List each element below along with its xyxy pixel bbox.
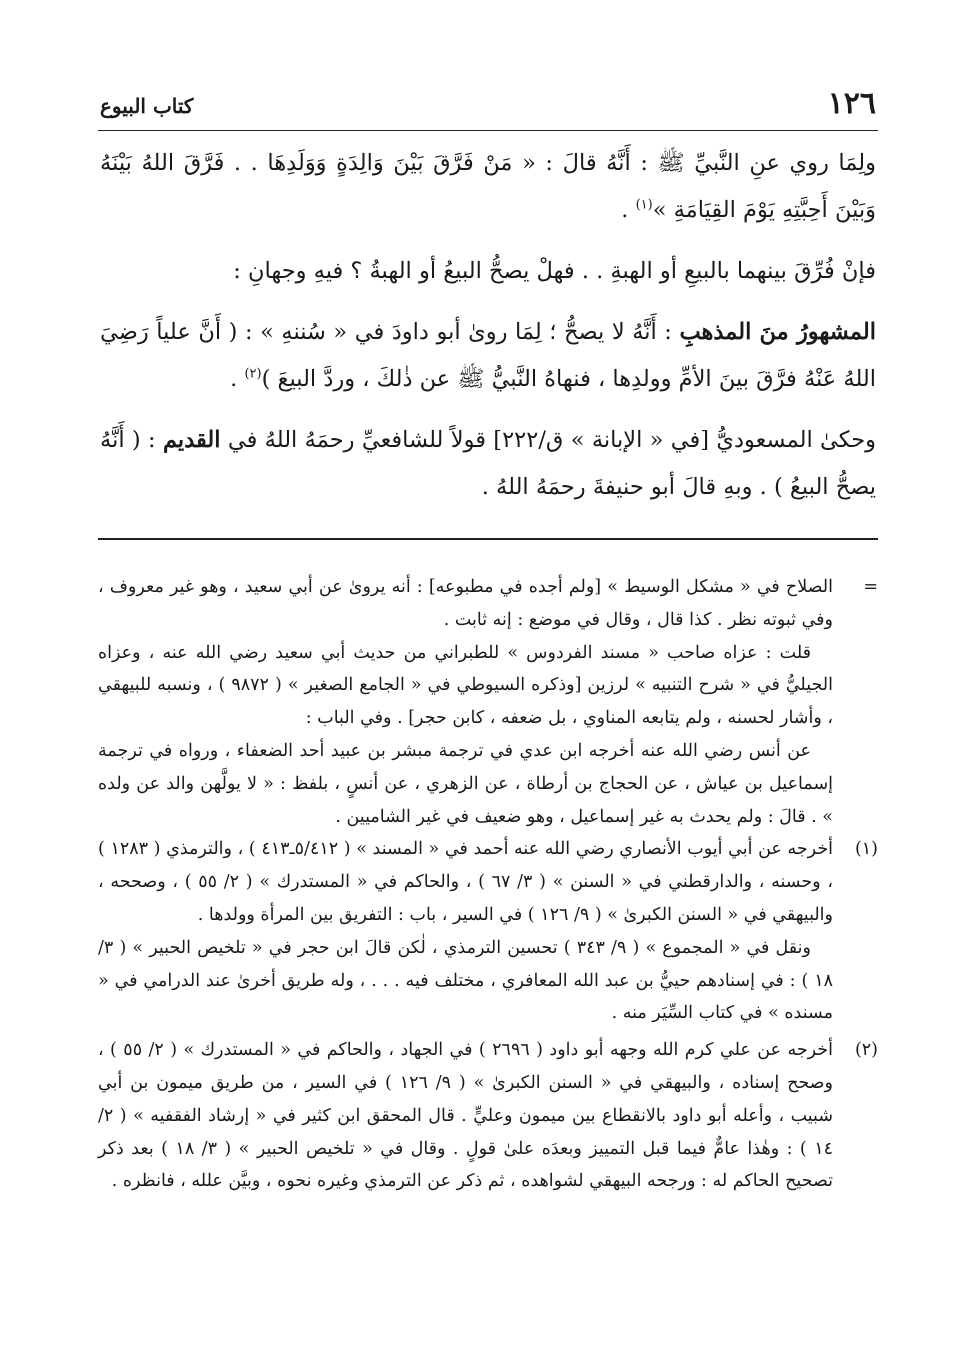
page-header [98,84,878,131]
paragraph-4-bold: القديم [162,427,221,453]
footnote-1 [98,833,878,1030]
footnotes [98,571,878,1198]
footnote-cont-line-3: عن أنس رضي الله عنه أخرجه ابن عدي في ترجمة مبشر بن عبيد أحد الضعفاء ، ورواه في ترجمة إسماعيل بن عياش ، عن الحجاج بن أرطاة ، عن الزهري ، عن أنسٍ ، بلفظ : « لا يولَّهن والد عن ولده » . قالَ : ولم يحدث به غير إسماعيل ، وهو ضعيف في غير الشاميين . [98,740,833,827]
footnote-continuation [98,571,878,833]
page-number: ١٢٦ [827,86,876,121]
footnote-cont-line-2: قلت : عزاه صاحب « مسند الفردوس » للطبراني من حديث أبي سعيد رضي الله عنه ، وعزاه الجيليُّ في « شرح التنبيه » لرزين [وذكره السيوطي في « الجامع الصغير » ( ٩٨٧٢ ) ، ونسبه للبيهقي ، وأشار لحسنه ، ولم يتابعه المناوي ، بل ضعفه ، كابن حجر] . وفي الباب : [98,642,833,729]
footnote-1-mark: (١) [854,839,878,860]
paragraph-1 [100,140,876,234]
paragraph-4-text-a: وحكىٰ المسعوديُّ [في « الإبانة » ق/٢٢٢] قولاً للشافعيِّ رحمَهُ اللهُ في [220,427,876,453]
continuation-mark: = [863,577,878,597]
paragraph-3-heading: المشهورُ منَ المذهبِ [679,319,876,345]
footnote-2 [98,1034,878,1198]
footnote-1-para-1: أخرجه عن أبي أيوب الأنصاري رضي الله عنه أحمد في « المسند » ( ٥/٤١٢ـ٤١٣ ) ، والترمذي ( ١٢٨٣ ) ، وحسنه ، والدارقطني في « السنن » ( ٣/ ٦٧ ) ، والحاكم في « المستدرك » ( ٢/ ٥٥ ) ، وصححه ، والبيهقي في « السنن الكبرىٰ » ( ٩/ ١٢٦ ) في السير ، باب : التفريق بين المرأة وولدها . [98,839,833,925]
footnote-cont-line-1: الصلاح في « مشكل الوسيط » [ولم أجده في مطبوعه] : أنه يروىٰ عن أبي سعيد ، وهو غير معروف ، وفي ثبوته نظر . كذا قال ، وقال في موضع : إنه ثابت . [98,577,833,630]
paragraph-3-text: : أَنَّهُ لا يصحُّ ؛ لِمَا روىٰ أبو داودَ في « سُننهِ » : ( أَنَّ علياً رَضِيَ اللهُ عَنْهُ فرَّقَ بينَ الأمِّ وولدِها ، فنهاهُ النَّبيُّ ﷺ عن ذٰلكَ ، وردَّ البيعَ ) [100,319,876,392]
paragraph-1-end: . [621,197,636,223]
footnote-ref-1: (١) [635,197,653,213]
paragraph-4-text-b: : ( أَنَّهُ يصحُّ البيعُ ) . وبهِ قالَ أبو حنيفةَ رحمَهُ اللهُ . [100,427,876,500]
paragraph-3-end: . [230,366,245,392]
footnote-2-para: أخرجه عن علي كرم الله وجهه أبو داود ( ٢٦٩٦ ) في الجهاد ، والحاكم في « المستدرك » ( ٢/ ٥٥ ) ، وصحح إسناده ، والبيهقي في « السنن الكبرىٰ » ( ٩/ ١٢٦ ) في السير ، من طريق ميمون بن أبي شبيب ، وأعله أبو داود بالانقطاع بين ميمون وعليٍّ . قال المحقق ابن كثير في « إرشاد الفقفيه » ( ٢/ ١٤ ) : وهٰذا عامٌّ فيما قبل التمييز وبعدَه علىٰ قولٍ . وقال في « تلخيص الحبير » ( ٣/ ١٨ ) بعد ذكر تصحيح الحاكم له : ورجحه البيهقي لشواهده ، ثم ذكر عن الترمذي وغيره نحوه ، وبيَّن علله ، فانظره . [98,1040,834,1192]
paragraph-2: فإنْ فُرِّقَ بينهما بالبيعِ أو الهبةِ . . فهلْ يصحُّ البيعُ أو الهبةُ ؟ فيهِ وجهانِ : [233,258,876,284]
paragraph-1-text: ولِمَا روي عنِ النَّبيِّ ﷺ : أَنَّهُ قالَ : « مَنْ فَرَّقَ بَيْنَ وَالِدَةٍ وَوَلَدِهَا . . فَرَّقَ اللهُ بَيْنَهُ وَبَيْنَ أَحِبَّتِهِ يَوْمَ القِيَامَةِ » [100,150,876,223]
paragraph-4 [100,417,876,511]
footnote-separator [98,538,878,540]
paragraph-3 [100,309,876,403]
running-title: كتاب البيوع [100,94,194,118]
main-text [100,140,876,511]
footnote-1-para-2: ونقل في « المجموع » ( ٩/ ٣٤٣ ) تحسين الترمذي ، لٰكن قالَ ابن حجر في « تلخيص الحبير » ( ٣/ ١٨ ) : في إسنادهم حييُّ بن عبد الله المعافري ، مختلف فيه . . . ، وله طريق أخرىٰ عند الدرامي في « مسنده » في كتاب السِّيَر منه . [98,937,833,1024]
footnote-ref-2: (٢) [244,366,262,382]
footnote-2-mark: (٢) [854,1040,878,1061]
